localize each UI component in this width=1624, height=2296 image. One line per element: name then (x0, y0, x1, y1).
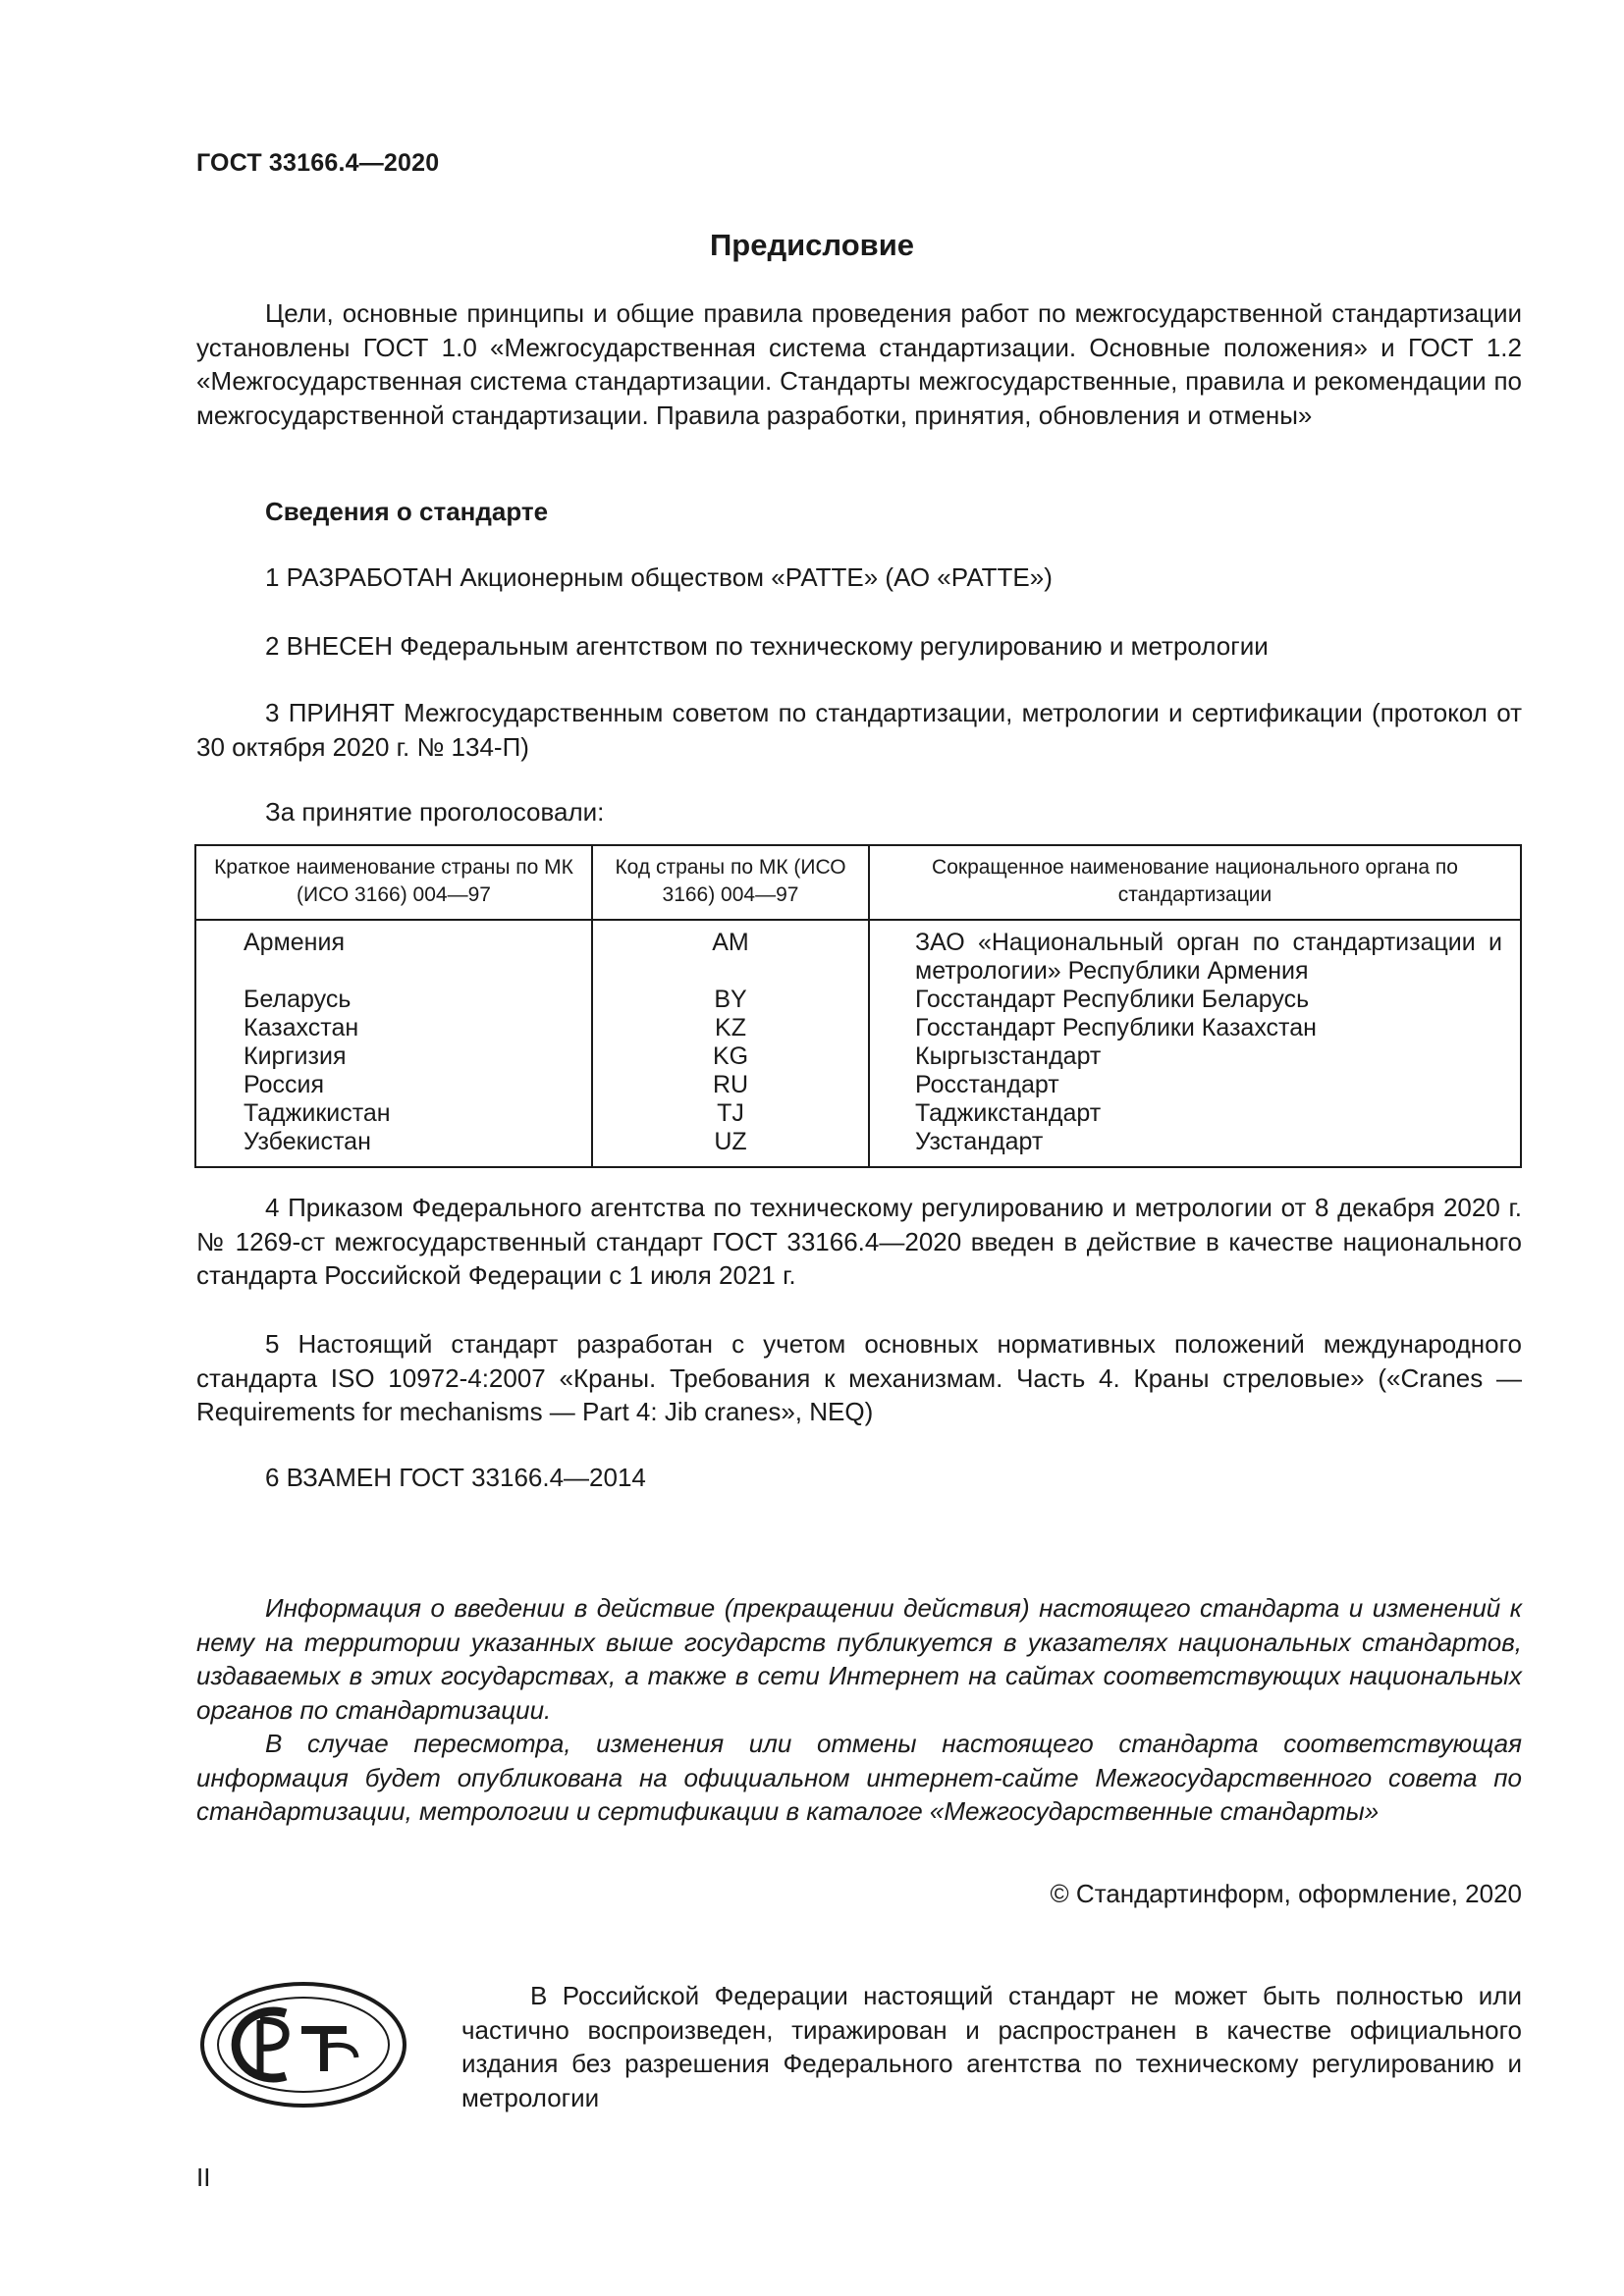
column-header-organ: Сокращенное наименование национального органа по стандартизации (869, 845, 1521, 920)
code-cell: AM (592, 920, 869, 986)
country-cell: Киргизия (195, 1042, 592, 1071)
document-header: ГОСТ 33166.4—2020 (196, 149, 440, 177)
country-cell: Россия (195, 1071, 592, 1099)
organ-cell: Кыргызстандарт (915, 1042, 1102, 1070)
item-3: 3 ПРИНЯТ Межгосударственным советом по стандартизации, метрологии и сертификации (протокол от 30 октября 2020 г. № 134-П) (196, 698, 1522, 762)
table-row (195, 1099, 1521, 1128)
table-row (195, 986, 1521, 1014)
rights-notice: В Российской Федерации настоящий стандарт не может быть полностью или частично воспроизведен, тиражирован и распространен в качестве официального издания без разрешения Федерального агентства по техническому регулированию и метрологии (461, 1981, 1522, 2112)
item-2: 2 ВНЕСЕН Федеральным агентством по техническому регулированию и метрологии (265, 631, 1269, 661)
code-cell: RU (592, 1071, 869, 1099)
organ-cell: Росстандарт (915, 1071, 1059, 1098)
organ-cell: ЗАО «Национальный орган по стандартизации и метрологии» Республики Армения (915, 929, 1502, 985)
notice-paragraph-2: В случае пересмотра, изменения или отмены настоящего стандарта соответствующая информация будет опубликована на официальном интернет-сайте Межгосударственного совета по стандартизации, метрологии и сертификации в каталоге «Межгосударственные стандарты» (196, 1729, 1522, 1826)
code-cell: UZ (592, 1128, 869, 1167)
table-row (195, 1128, 1521, 1167)
pct-certification-logo-icon (199, 1981, 407, 2109)
copyright-line: © Стандартинформ, оформление, 2020 (1050, 1879, 1522, 1908)
intro-paragraph: Цели, основные принципы и общие правила проведения работ по межгосударственной стандартизации установлены ГОСТ 1.0 «Межгосударственная система стандартизации. Основные положения» и ГОСТ 1.2 «Межгосударственная система стандартизации. Стандарты межгосударственные, правила и рекомендации по межгосударственной стандартизации. Правила разработки, принятия, обновления и отмены» (196, 298, 1522, 430)
voting-table (194, 844, 1522, 1168)
table-row (195, 1042, 1521, 1071)
column-header-code: Код страны по МК (ИСО 3166) 004—97 (592, 845, 869, 920)
table-row (195, 1071, 1521, 1099)
table-row (195, 920, 1521, 986)
voted-label: За принятие проголосовали: (265, 797, 605, 827)
code-cell: BY (592, 986, 869, 1014)
country-cell: Беларусь (195, 986, 592, 1014)
notice-paragraph-1: Информация о введении в действие (прекращении действия) настоящего стандарта и изменений к нему на территории указанных выше государств публикуется в указателях национальных стандартов, издаваемых в этих государствах, а также в сети Интернет на сайтах соответствующих национальных органов по стандартизации. (196, 1593, 1522, 1725)
page-number: II (196, 2163, 211, 2192)
code-cell: TJ (592, 1099, 869, 1128)
organ-cell: Узстандарт (915, 1128, 1044, 1155)
code-cell: KG (592, 1042, 869, 1071)
page-title: Предисловие (709, 228, 914, 262)
country-cell: Казахстан (195, 1014, 592, 1042)
organ-cell: Госстандарт Республики Казахстан (915, 1014, 1317, 1041)
organ-cell: Госстандарт Республики Беларусь (915, 986, 1310, 1013)
item-6: 6 ВЗАМЕН ГОСТ 33166.4—2014 (265, 1463, 646, 1492)
country-cell: Таджикистан (195, 1099, 592, 1128)
code-cell: KZ (592, 1014, 869, 1042)
country-cell: Узбекистан (195, 1128, 592, 1167)
info-heading: Сведения о стандарте (265, 497, 549, 526)
item-5: 5 Настоящий стандарт разработан с учетом основных нормативных положений международного стандарта ISO 10972-4:2007 «Краны. Требования к механизмам. Часть 4. Краны стреловые» («Cranes — Requirements for mechanisms — Part 4: Jib cranes», NEQ) (196, 1329, 1522, 1426)
item-4: 4 Приказом Федерального агентства по техническому регулированию и метрологии от 8 декабря 2020 г. № 1269-ст межгосударственный стандарт ГОСТ 33166.4—2020 введен в действие в качестве национального стандарта Российской Федерации с 1 июля 2021 г. (196, 1193, 1522, 1290)
organ-cell: Таджикстандарт (915, 1099, 1102, 1127)
country-cell: Армения (195, 920, 592, 986)
item-1: 1 РАЗРАБОТАН Акционерным обществом «РАТТЕ» (АО «РАТТЕ») (265, 562, 1053, 592)
table-row (195, 1014, 1521, 1042)
column-header-country: Краткое наименование страны по МК (ИСО 3166) 004—97 (195, 845, 592, 920)
